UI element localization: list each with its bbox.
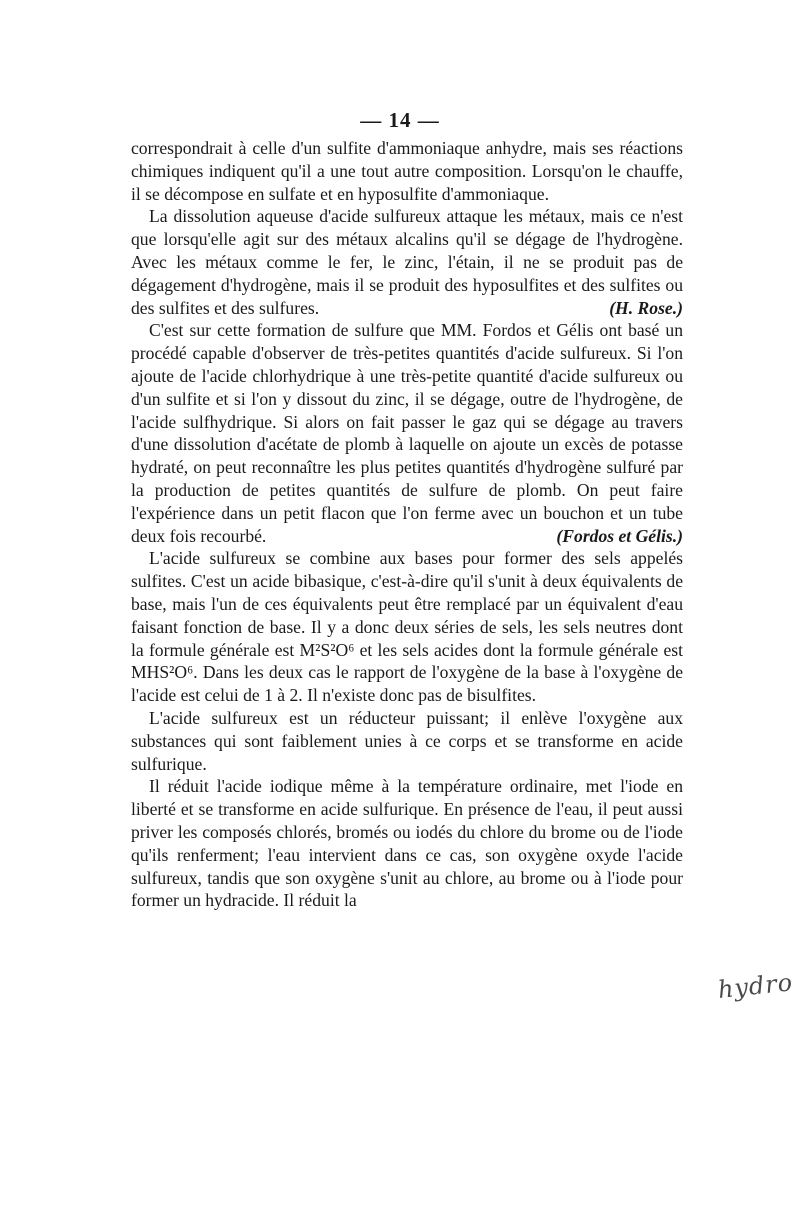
page-number: — 14 — [360, 108, 440, 132]
paragraph-2 [131, 205, 683, 319]
paragraph-5 [131, 707, 683, 775]
paragraph-5-text: L'acide sulfureux est un réducteur puissant; il enlève l'oxygène aux substances qui sont faiblement unies à ce corps et se transforme en acide sulfurique. [131, 707, 683, 774]
paragraph-6 [131, 775, 683, 912]
paragraph-1-text: correspondrait à celle d'un sulfite d'ammoniaque anhydre, mais ses réactions chimiques indiquent qu'il a une tout autre composition. Lorsqu'on le chauffe, il se décompose en sulfate et en hyposulfite d'ammoniaque. [131, 138, 683, 204]
paragraph-4 [131, 547, 683, 707]
attribution-rose: (H. Rose.) [609, 297, 683, 318]
paragraph-6-text: Il réduit l'acide iodique même à la température ordinaire, met l'iode en liberté et se transforme en acide sulfurique. En présence de l'eau, il peut aussi priver les composés chlorés, bromés ou iodés du chlore du brome ou de l'iode qu'ils renferment; l'eau intervient dans ce cas, son oxygène oxyde l'acide sulfureux, tandis que son oxygène s'unit au chlore, au brome ou à l'iode pour former un hydracide. Il réduit la [131, 776, 683, 911]
body-text [131, 137, 683, 912]
attribution-fordos-gelis: (Fordos et Gélis.) [556, 525, 683, 546]
paragraph-1 [131, 137, 683, 205]
paragraph-4-text: L'acide sulfureux se combine aux bases pour former des sels appelés sulfites. C'est un acide bibasique, c'est-à-dire qu'il s'unit à deux équivalents de base, mais l'un de ces équivalents peut être remplacé par un équivalent d'eau faisant fonction de base. Il y a donc deux séries de sels, les sels neutres dont la formule générale est M²S²O⁶ et les sels acides dont la formule générale est MHS²O⁶. Dans les deux cas le rapport de l'oxygène de la base à l'oxygène de l'acide est celui de 1 à 2. Il n'existe donc pas de bisulfites. [131, 548, 683, 706]
paragraph-2-text: La dissolution aqueuse d'acide sulfureux attaque les métaux, mais ce n'est que lorsqu'elle agit sur des métaux alcalins qu'il se dégage de l'hydrogène. Avec les métaux comme le fer, le zinc, l'étain, il ne se produit pas de dégagement d'hydrogène, mais il se produit des hyposulfites et des sulfites ou des sulfites et des sulfures. [131, 206, 683, 318]
handwritten-margin-note: hydro [716, 968, 795, 1004]
paragraph-3-text: C'est sur cette formation de sulfure que MM. Fordos et Gélis ont basé un procédé capable d'observer de très-petites quantités d'acide sulfureux. Si l'on ajoute de l'acide chlorhydrique à une très-petite quantité d'acide sulfureux ou d'un sulfite et si l'on y dissout du zinc, il se dégage, outre de l'hydrogène, de l'acide sulfhydrique. Si alors on fait passer le gaz qui se dégage au travers d'une dissolution d'acétate de plomb à laquelle on ajoute un excès de potasse hydraté, on peut reconnaître les plus petites quantités d'hydrogène sulfuré par la production de petites quantités de sulfure de plomb. On peut faire l'expérience dans un petit flacon que l'on ferme avec un bouchon et un tube deux fois recourbé. [131, 320, 683, 546]
paragraph-3 [131, 319, 683, 547]
